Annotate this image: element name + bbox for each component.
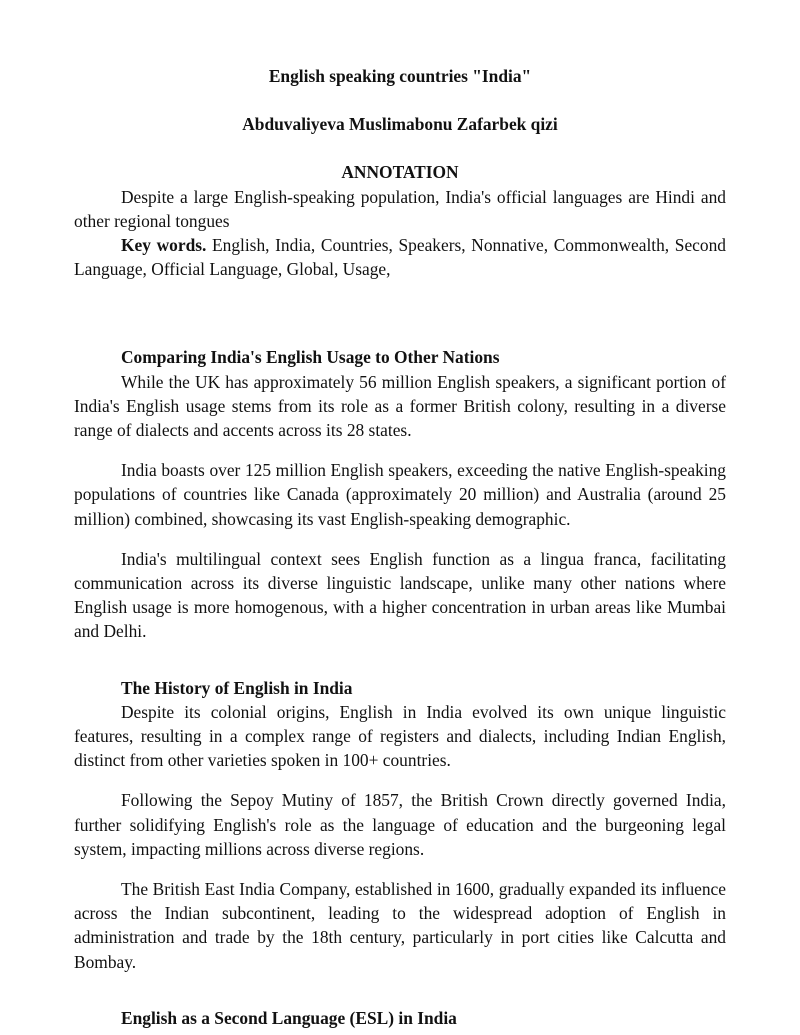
document-title: English speaking countries "India" bbox=[268, 66, 532, 86]
section-heading-comparing: Comparing India's English Usage to Other Nations bbox=[121, 347, 500, 368]
author-name: Abduvaliyeva Muslimabonu Zafarbek qizi bbox=[242, 114, 558, 135]
document-page bbox=[74, 64, 726, 1030]
section-heading-history: The History of English in India bbox=[121, 677, 353, 698]
keywords-paragraph bbox=[74, 233, 726, 281]
section-heading-esl: English as a Second Language (ESL) in India bbox=[121, 1007, 457, 1028]
section-paragraph: India's multilingual context sees English function as a lingua franca, facilitating communication across its diverse linguistic landscape, unlike many other nations where English usage is more homogenous, with a higher concentration in urban areas like Mumbai and Delhi. bbox=[74, 548, 726, 642]
annotation-text: Despite a large English-speaking population, India's official languages are Hindi and other regional tongues bbox=[74, 186, 726, 231]
section-paragraph: India boasts over 125 million English speakers, exceeding the native English-speaking populations of countries like Canada (approximately 20 million) and Australia (around 25 million) combined, showcasing its vast English-speaking demographic. bbox=[74, 460, 726, 529]
section-paragraph: Following the Sepoy Mutiny of 1857, the British Crown directly governed India, further solidifying English's role as the language of education and the burgeoning legal system, impacting millions across diverse regions. bbox=[74, 790, 726, 859]
keywords-label: Key words. bbox=[121, 235, 207, 256]
keywords-text: English, India, Countries, Speakers, Nonnative, Commonwealth, Second Language, Official Language, Global, Usage, bbox=[74, 235, 726, 280]
section-paragraph: The British East India Company, established in 1600, gradually expanded its influence across the Indian subcontinent, leading to the widespread adoption of English in administration and trade by the 18th century, particularly in port cities like Calcutta and Bombay. bbox=[74, 879, 726, 972]
section-paragraph: Despite its colonial origins, English in India evolved its own unique linguistic features, resulting in a complex range of registers and dialects, including Indian English, distinct from other varieties spoken in 100+ countries. bbox=[74, 701, 726, 771]
annotation-heading: ANNOTATION bbox=[341, 162, 459, 183]
section-paragraph: While the UK has approximately 56 million English speakers, a significant portion of India's English usage stems from its role as a former British colony, resulting in a diverse range of dialects and accents across its 28 states. bbox=[74, 371, 726, 441]
